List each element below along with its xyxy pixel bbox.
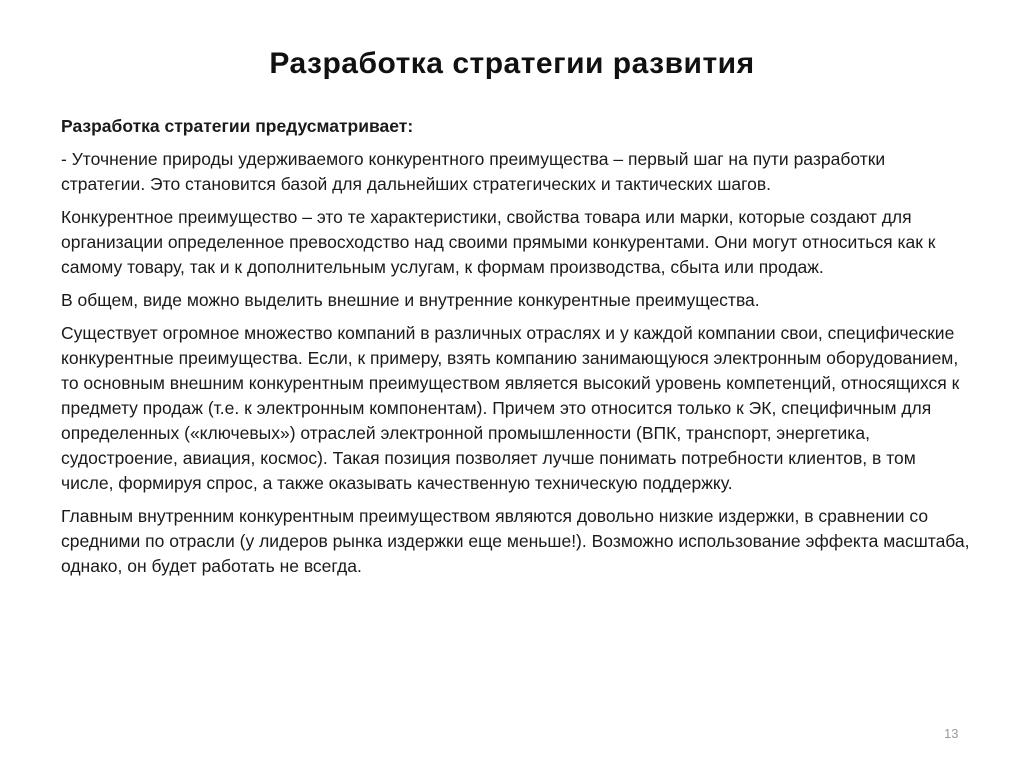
paragraph-1: - Уточнение природы удерживаемого конкурентного преимущества – первый шаг на пути разработки стратегии. Это становится базой для дальнейших стратегических и тактических шагов. — [61, 149, 886, 194]
lead-text: Разработка стратегии предусматривает: — [61, 116, 414, 136]
page-number: 13 — [944, 726, 959, 741]
paragraph-2: Конкурентное преимущество – это те характеристики, свойства товара или марки, которые создают для организации определенное превосходство над своими прямыми конкурентами. Они могут относиться как к самому товару, так и к дополнительным услугам, к формам производства, сбыта или продаж. — [61, 207, 936, 277]
paragraph-4: Существует огромное множество компаний в различных отраслях и у каждой компании свои, специфические конкурентные преимущества. Если, к примеру, взять компанию занимающуюся электронным оборудованием, то основным внешним конкурентным преимуществом является высокий уровень компетенций, относящихся к предмету продаж (т.е. к электронным компонентам). Причем это относится только к ЭК, специфичным для определенных («ключевых») отраслей электронной промышленности (ВПК, транспорт, энергетика, судостроение, авиация, космос). Такая позиция позволяет лучше понимать потребности клиентов, в том числе, формируя спрос, а также оказывать качественную техническую поддержку. — [61, 323, 960, 493]
paragraph-3: В общем, виде можно выделить внешние и внутренние конкурентные преимущества. — [61, 290, 760, 310]
slide-title: Разработка стратегии развития — [269, 47, 755, 80]
paragraph-5: Главным внутренним конкурентным преимуществом являются довольно низкие издержки, в сравнении со средними по отрасли (у лидеров рынка издержки еще меньше!). Возможно использование эффекта масштаба, однако, он будет работать не всегда. — [61, 506, 970, 576]
slide-content — [61, 114, 971, 587]
